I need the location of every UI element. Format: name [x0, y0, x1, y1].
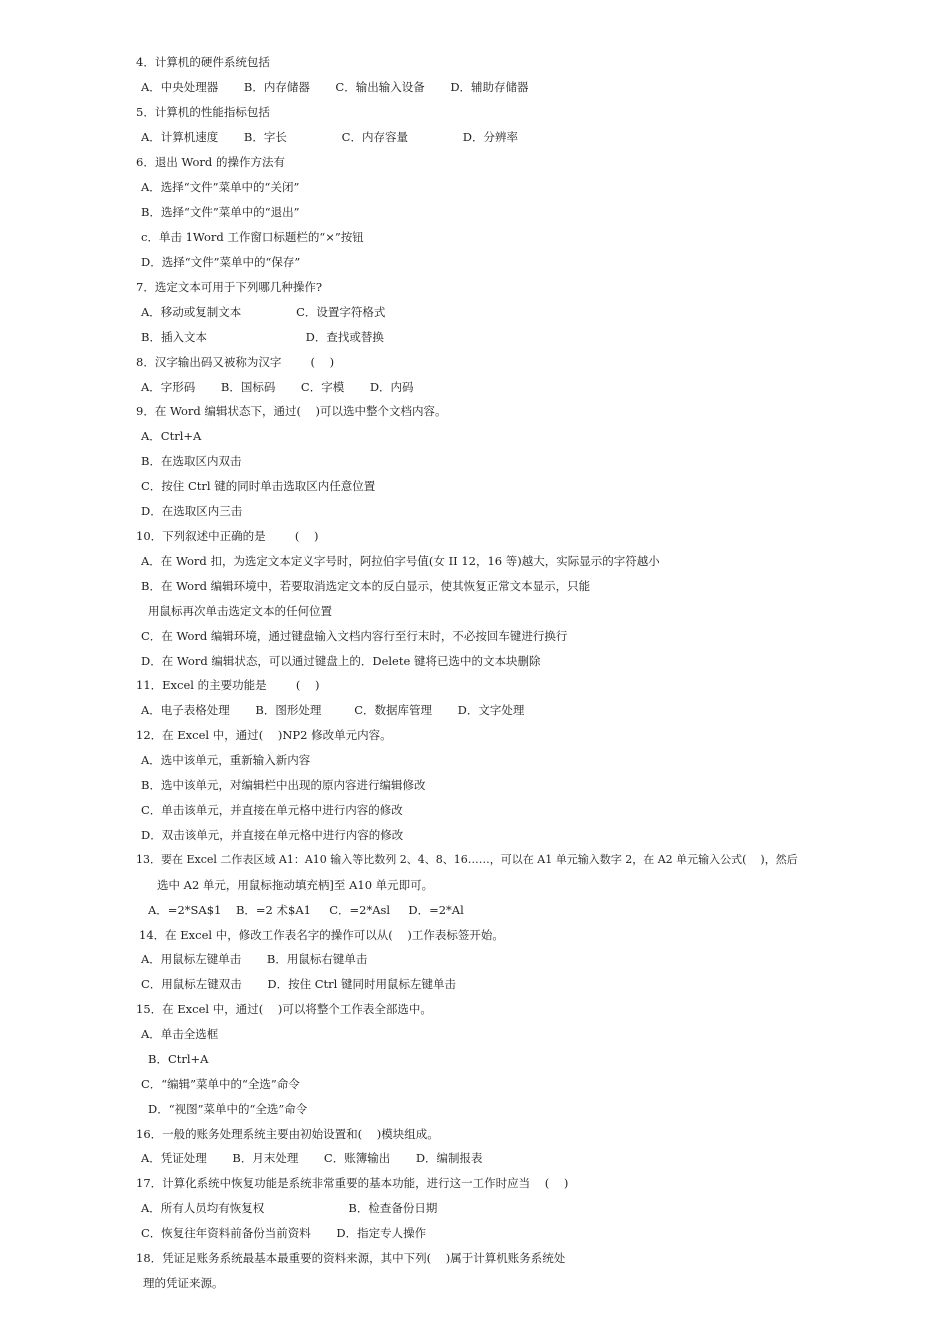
- question-10: 10．下列叙述中正确的是 ( ): [136, 529, 319, 543]
- question-15-option-b: B．Ctrl+A: [148, 1052, 209, 1066]
- question-18-cont: 理的凭证来源。: [143, 1276, 224, 1290]
- question-9-option-d: D．在选取区内三击: [141, 504, 243, 518]
- question-15: 15．在 Excel 中，通过( )可以将整个工作表全部选中。: [136, 1002, 432, 1016]
- question-15-option-c: C．“编辑”菜单中的“全选”命令: [141, 1077, 300, 1091]
- question-18: 18．凭证足账务系统最基本最重要的资料来源，其中下列( )属于计算机账务系统处: [136, 1251, 566, 1265]
- question-10-option-a: A．在 Word 扣，为选定文本定义字号时，阿拉伯字号值(女 II 12，16 等)越大，实际显示的字符越小: [141, 554, 660, 568]
- question-15-option-a: A．单击全选框: [141, 1027, 219, 1041]
- question-16: 16．一般的账务处理系统主要由初始设置和( )模块组成。: [136, 1127, 439, 1141]
- question-13-cont: 选中 A2 单元，用鼠标拖动填充柄]至 A10 单元即可。: [157, 878, 434, 892]
- question-7: 7．选定文本可用于下列哪几种操作?: [136, 280, 322, 294]
- question-6-option-a: A．选择“文件”菜单中的“关闭”: [141, 180, 300, 194]
- question-13-options: A．=2*SA$1 B．=2 术$A1 C．=2*Asl D．=2*Al: [148, 903, 464, 917]
- question-10-option-d: D．在 Word 编辑状态，可以通过键盘上的．Delete 键将已选中的文本块删除: [141, 654, 541, 668]
- question-17: 17．计算化系统中恢复功能是系统非常重要的基本功能，进行这一工作时应当 ( ): [136, 1176, 569, 1190]
- question-6-option-b: B．选择“文件”菜单中的“退出”: [141, 205, 300, 219]
- question-13: 13．要在 Excel 二作表区域 A1：A10 输入等比数列 2、4、8、16……，可以在 A1 单元输入数字 2，在 A2 单元输入公式( )，然后: [136, 853, 798, 866]
- question-6-option-d: D．选择“文件”菜单中的“保存”: [141, 255, 301, 269]
- question-7-options-ac: A．移动或复制文本 C．设置字符格式: [141, 305, 386, 319]
- question-12: 12．在 Excel 中，通过( )NP2 修改单元内容。: [136, 728, 392, 742]
- question-17-options-cd: C．恢复往年资料前备份当前资料 D．指定专人操作: [141, 1226, 427, 1240]
- question-4-options: A．中央处理器 B．内存储器 C．输出输入设备 D．辅助存储器: [141, 80, 529, 94]
- question-5-options: A．计算机速度 B．字长 C．内存容量 D．分辨率: [141, 130, 519, 144]
- question-8-options: A．字形码 B．国标码 C．字模 D．内码: [141, 380, 414, 394]
- question-6-option-c: c．单击 1Word 工作窗口标题栏的“×”按钮: [141, 230, 364, 244]
- question-6: 6．退出 Word 的操作方法有: [136, 155, 285, 169]
- question-14: 14．在 Excel 中，修改工作表名字的操作可以从( )工作表标签开始。: [139, 928, 504, 942]
- question-4: 4．计算机的硬件系统包括: [136, 55, 270, 69]
- question-12-option-d: D．双击该单元，并直接在单元格中进行内容的修改: [141, 828, 404, 842]
- question-10-option-b-cont: 用鼠标再次单击选定文本的任何位置: [148, 604, 332, 618]
- question-15-option-d: D．“视图”菜单中的“全选”命令: [148, 1102, 308, 1116]
- question-9-option-a: A．Ctrl+A: [141, 429, 202, 443]
- question-7-options-bd: B．插入文本 D．查找或替换: [141, 330, 384, 344]
- question-14-options-ab: A．用鼠标左键单击 B．用鼠标右键单击: [141, 952, 368, 966]
- question-10-option-c: C．在 Word 编辑环境，通过键盘输入文档内容行至行末时，不必按回车键进行换行: [141, 629, 568, 643]
- question-5: 5．计算机的性能指标包括: [136, 105, 270, 119]
- question-9-option-b: B．在选取区内双击: [141, 454, 242, 468]
- question-16-options: A．凭证处理 B．月末处理 C．账簿输出 D．编制报表: [141, 1151, 483, 1165]
- question-8: 8．汉字输出码又被称为汉字 ( ): [136, 355, 335, 369]
- question-10-option-b: B．在 Word 编辑环境中，若要取消选定文本的反白显示，使其恢复正常文本显示，只能: [141, 579, 591, 593]
- question-11: 11．Excel 的主要功能是 ( ): [136, 678, 320, 692]
- question-12-option-b: B．选中该单元，对编辑栏中出现的原内容进行编辑修改: [141, 778, 426, 792]
- question-11-options: A．电子表格处理 B．图形处理 C．数据库管理 D．文字处理: [141, 703, 525, 717]
- question-9: 9．在 Word 编辑状态下，通过( )可以选中整个文档内容。: [136, 404, 447, 418]
- question-14-options-cd: C．用鼠标左键双击 D．按住 Ctrl 键同时用鼠标左键单击: [141, 977, 457, 991]
- question-12-option-c: C．单击该单元，并直接在单元格中进行内容的修改: [141, 803, 403, 817]
- question-17-options-ab: A．所有人员均有恢复权 B．检查备份日期: [141, 1201, 438, 1215]
- question-12-option-a: A．选中该单元，重新输入新内容: [141, 753, 311, 767]
- question-9-option-c: C．按住 Ctrl 键的同时单击选取区内任意位置: [141, 479, 376, 493]
